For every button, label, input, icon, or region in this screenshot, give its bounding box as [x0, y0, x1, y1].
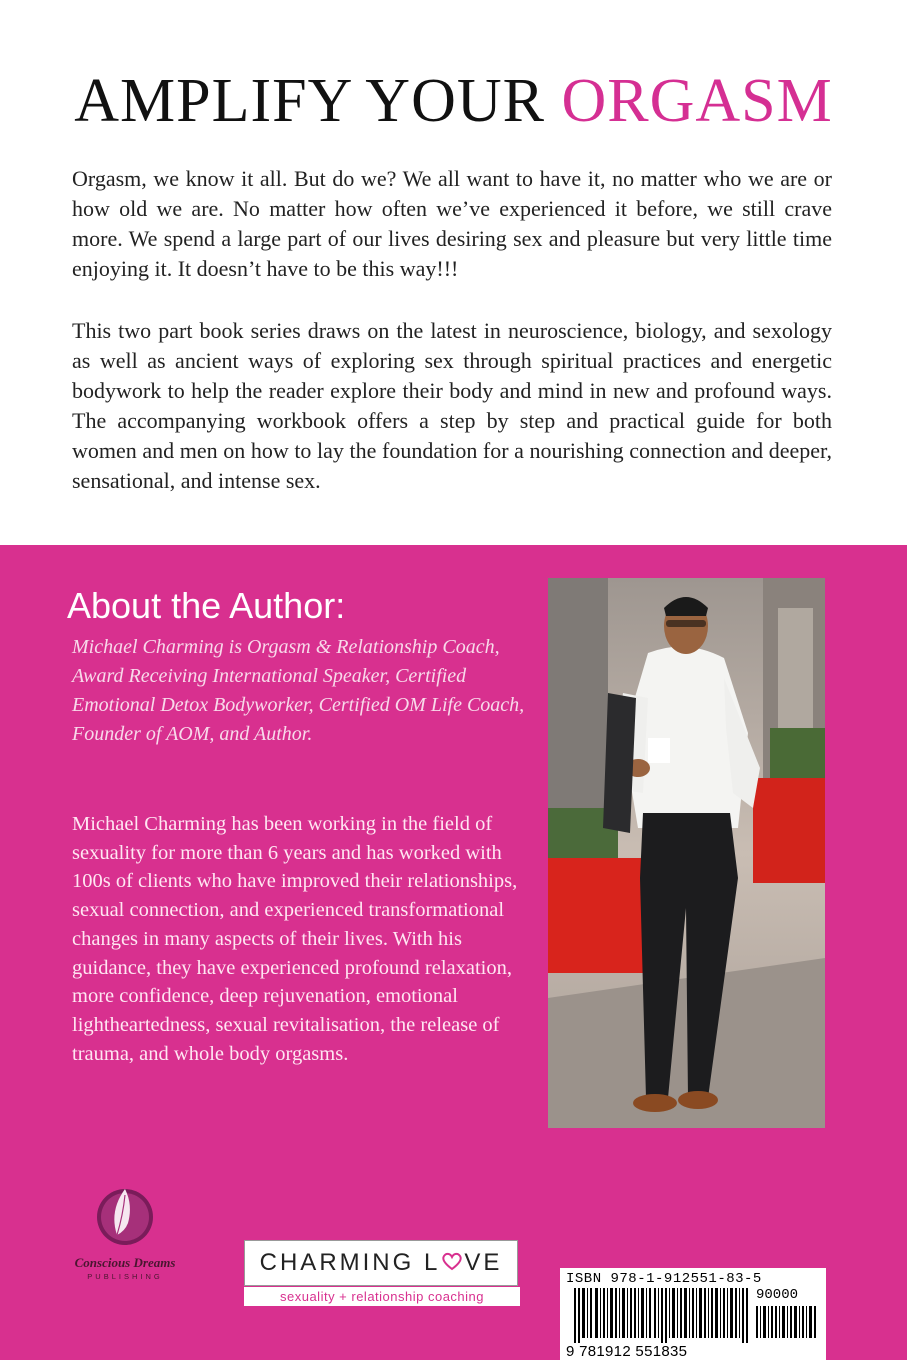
heart-icon — [441, 1251, 463, 1271]
ean-number: 9 781912 551835 — [566, 1343, 688, 1360]
book-title — [0, 66, 907, 137]
brand-name — [245, 1249, 517, 1277]
blurb-paragraph-2: This two part book series draws on the latest in neuroscience, biology, and sexology as well as ancient ways of exploring sex through spiritual practices and energetic bodywork to help the reader explore their body and mind in new and profound ways. The accompanying workbook offers a step by step and practical guide for both women and men on how to lay the foundation for a nourishing connection and deeper, sensational, and intense sex. — [72, 318, 832, 493]
barcode-addon-bars — [756, 1306, 818, 1338]
brand-name-end: VE — [464, 1249, 503, 1276]
about-author-panel — [0, 545, 907, 1360]
book-title-plain: AMPLIFY YOUR — [74, 67, 562, 135]
barcode-bars — [574, 1288, 752, 1343]
author-bio: Michael Charming has been working in the field of sexuality for more than 6 years and has worked with 100s of clients who have improved their relationships, sexual connection, and experienced transformational changes in many aspects of their lives. With his guidance, they have experienced profound relaxation, more confidence, deep rejuvenation, emotional lightheartedness, sexual revitalisation, the release of trauma, and whole body orgasms. — [72, 813, 518, 1065]
barcode-price-code: 90000 — [756, 1287, 799, 1303]
author-credentials: Michael Charming is Orgasm & Relationship Coach, Award Receiving International Speaker, Certified Emotional Detox Bodyworker, Certified OM Life Coach, Founder of AOM, and Author. — [72, 636, 525, 745]
book-description-section — [0, 0, 907, 545]
blurb-paragraph-1: Orgasm, we know it all. But do we? We all want to have it, no matter who we are or how old we are. No matter how often we’ve experienced it before, we still crave more. We spend a large part of our lives desiring sex and pleasure but very little time enjoying it. It doesn’t have to be this way!!! — [72, 166, 832, 281]
about-author-heading: About the Author: — [67, 585, 346, 626]
brand-tagline: sexuality + relationship coaching — [244, 1287, 520, 1306]
author-photo — [548, 578, 825, 1128]
publisher-subtitle: PUBLISHING — [87, 1272, 163, 1281]
brand-name-start: CHARMING L — [259, 1249, 441, 1276]
isbn-label: ISBN 978-1-912551-83-5 — [566, 1271, 762, 1287]
publisher-logo — [45, 1175, 205, 1325]
feather-circle-icon — [95, 1175, 155, 1253]
book-title-accent: ORGASM — [561, 67, 833, 135]
charming-love-logo — [244, 1240, 520, 1306]
brand-name-box — [244, 1240, 518, 1286]
publisher-name: Conscious Dreams — [74, 1255, 176, 1270]
isbn-barcode — [560, 1268, 826, 1363]
